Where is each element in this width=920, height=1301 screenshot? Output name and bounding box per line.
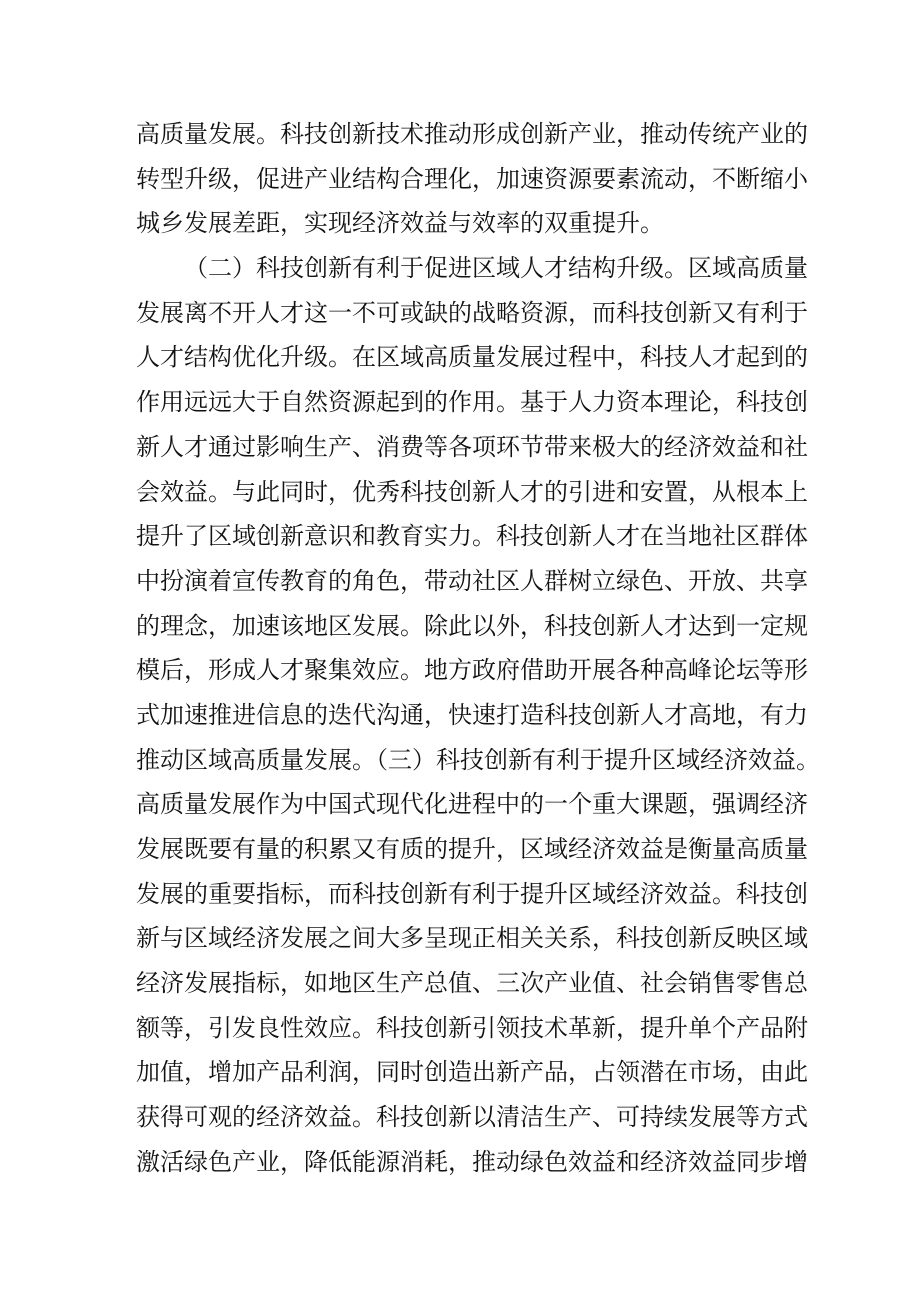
- text-line: 额等，引发良性效应。科技创新引领技术革新，提升单个产品附: [136, 1013, 808, 1042]
- text-line: 中扮演着宣传教育的角色，带动社区人群树立绿色、开放、共享: [136, 566, 808, 595]
- text-line: 模后，形成人才聚集效应。地方政府借助开展各种高峰论坛等形: [136, 656, 808, 685]
- section-heading-line: 推动区域高质量发展。（三）科技创新有利于提升区域经济效益。: [136, 745, 820, 774]
- text-line: 高质量发展。科技创新技术推动形成创新产业，推动传统产业的: [136, 120, 808, 148]
- text-line: 城乡发展差距，实现经济效益与效率的双重提升。: [136, 209, 664, 238]
- text-line: 会效益。与此同时，优秀科技创新人才的引进和安置，从根本上: [136, 477, 808, 506]
- text-line: 激活绿色产业，降低能源消耗，推动绿色效益和经济效益同步增: [136, 1147, 808, 1176]
- text-line: 提升了区域创新意识和教育实力。科技创新人才在当地社区群体: [136, 522, 808, 551]
- section-heading-line: （二）科技创新有利于促进区域人才结构升级。区域高质量: [184, 254, 808, 283]
- body-text: [136, 112, 820, 1185]
- text-line: 人才结构优化升级。在区域高质量发展过程中，科技人才起到的: [136, 343, 808, 372]
- text-line: 的理念，加速该地区发展。除此以外，科技创新人才达到一定规: [136, 611, 808, 640]
- text-line: 加值，增加产品利润，同时创造出新产品，占领潜在市场，由此: [136, 1058, 808, 1087]
- text-line: 获得可观的经济效益。科技创新以清洁生产、可持续发展等方式: [136, 1103, 808, 1132]
- text-line: 新与区域经济发展之间大多呈现正相关关系，科技创新反映区域: [136, 924, 808, 953]
- text-line: 经济发展指标，如地区生产总值、三次产业值、社会销售零售总: [136, 969, 808, 998]
- text-line: 转型升级，促进产业结构合理化，加速资源要素流动，不断缩小: [136, 164, 808, 193]
- text-line: 发展离不开人才这一不可或缺的战略资源，而科技创新又有利于: [136, 298, 808, 327]
- text-line: 式加速推进信息的迭代沟通，快速打造科技创新人才高地，有力: [136, 700, 808, 729]
- text-line: 发展既要有量的积累又有质的提升，区域经济效益是衡量高质量: [136, 835, 808, 863]
- text-line: 新人才通过影响生产、消费等各项环节带来极大的经济效益和社: [136, 432, 808, 461]
- text-line: 发展的重要指标，而科技创新有利于提升区域经济效益。科技创: [136, 879, 808, 908]
- text-line: 作用远远大于自然资源起到的作用。基于人力资本理论，科技创: [136, 388, 808, 417]
- text-line: 高质量发展作为中国式现代化进程中的一个重大课题，强调经济: [136, 790, 808, 819]
